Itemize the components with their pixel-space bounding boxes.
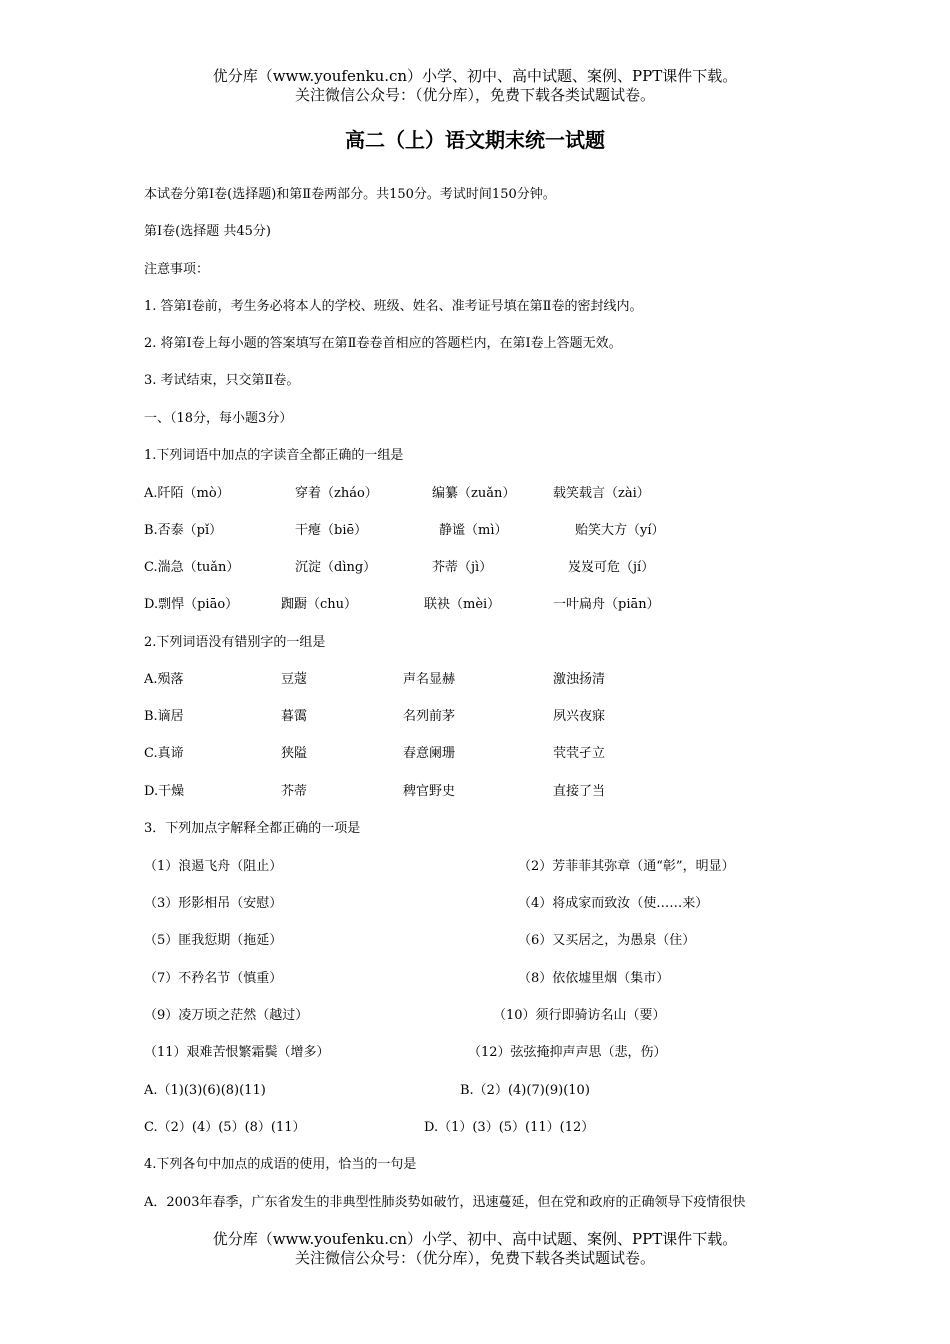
q2-option-cell: 狭隘 bbox=[281, 746, 308, 761]
q1-option-cell: A.阡陌（mò） bbox=[144, 486, 230, 501]
q3-item: （12）弦弦掩抑声声思（悲，伤） bbox=[468, 1045, 667, 1060]
q3-item: （10）须行即骑访名山（要） bbox=[493, 1008, 666, 1023]
q1-option-cell: 沉淀（dìng） bbox=[295, 560, 377, 575]
footer-line-1: 优分库（www.youfenku.cn）小学、初中、高中试题、案例、PPT课件下载。 bbox=[212, 1230, 738, 1248]
q3-answer-option: A.（1)(3)(6)(8)(11) bbox=[144, 1083, 266, 1098]
footer-line-2: 关注微信公众号：（优分库），免费下载各类试题试卷。 bbox=[294, 1249, 655, 1267]
q3-item: （2）芳菲菲其弥章（通“彰”，明显） bbox=[518, 859, 735, 874]
q2-option-cell: 茕茕孑立 bbox=[553, 746, 606, 761]
q1-option-cell: 岌岌可危（jí） bbox=[568, 560, 655, 575]
q2-option-cell: 豆蔻 bbox=[281, 672, 308, 687]
q3-item: （1）浪遏飞舟（阻止） bbox=[144, 859, 283, 874]
q1-option-cell: 芥蒂（jì） bbox=[432, 560, 493, 575]
q2-option-cell: 夙兴夜寐 bbox=[553, 709, 606, 724]
q2-option-cell: 名列前茅 bbox=[403, 709, 456, 724]
q2-option-cell: 稗官野史 bbox=[403, 784, 456, 799]
section1-heading: 一、（18分，每小题3分） bbox=[144, 411, 293, 426]
q3-answer-option: C.（2）(4）(5）(8）(11） bbox=[144, 1120, 306, 1135]
q2-option-cell: 暮霭 bbox=[281, 709, 308, 724]
page-title: 高二（上）语文期末统一试题 bbox=[345, 128, 605, 152]
q1-option-cell: 载笑载言（zài） bbox=[553, 486, 650, 501]
notice-item: 2. 将第Ⅰ卷上每小题的答案填写在第Ⅱ卷卷首相应的答题栏内，在第Ⅰ卷上答题无效。 bbox=[144, 336, 622, 351]
q1-option-cell: 踟蹰（chu） bbox=[281, 597, 358, 612]
header-line-2: 关注微信公众号：（优分库），免费下载各类试题试卷。 bbox=[294, 86, 655, 104]
q1-option-cell: C.湍急（tuǎn） bbox=[144, 560, 240, 575]
q3-item: （7）不矜名节（慎重） bbox=[144, 971, 283, 986]
q2-option-cell: C.真谛 bbox=[144, 746, 184, 761]
q3-item: （5）匪我愆期（拖延） bbox=[144, 933, 283, 948]
q1-option-cell: D.剽悍（piāo） bbox=[144, 597, 239, 612]
q3-item: （6）又买居之，为愚泉（住） bbox=[518, 933, 696, 948]
q2-option-cell: 声名显赫 bbox=[403, 672, 456, 687]
q2-option-cell: 芥蒂 bbox=[281, 784, 308, 799]
q2-option-cell: A.殒落 bbox=[144, 672, 184, 687]
q2-option-cell: D.干燥 bbox=[144, 784, 185, 799]
q1-option-cell: B.否泰（pǐ） bbox=[144, 523, 223, 538]
q3-answer-option: D.（1）(3）(5）(11）(12） bbox=[424, 1120, 595, 1135]
notice-item: 3. 考试结束，只交第Ⅱ卷。 bbox=[144, 373, 300, 388]
q1-option-cell: 编纂（zuǎn） bbox=[432, 486, 516, 501]
q1-option-cell: 干瘪（biē） bbox=[295, 523, 368, 538]
q3-answer-option: B.（2）(4)(7)(9)(10) bbox=[460, 1083, 590, 1098]
notice-label: 注意事项： bbox=[144, 262, 210, 277]
q4-option-a: A．2003年春季，广东省发生的非典型性肺炎势如破竹，迅速蔓延，但在党和政府的正确领导下疫情很快 bbox=[144, 1195, 746, 1210]
q2-stem: 2.下列词语没有错别字的一组是 bbox=[144, 635, 326, 650]
q1-option-cell: 一叶扁舟（piān） bbox=[553, 597, 660, 612]
q2-option-cell: 直接了当 bbox=[553, 784, 606, 799]
intro-text: 本试卷分第Ⅰ卷(选择题)和第Ⅱ卷两部分。共150分。考试时间150分钟。 bbox=[144, 187, 556, 202]
q2-option-cell: 春意阑珊 bbox=[403, 746, 456, 761]
q2-option-cell: B.谪居 bbox=[144, 709, 184, 724]
q3-item: （8）依依墟里烟（集市） bbox=[518, 971, 670, 986]
q3-stem: 3．下列加点字解释全都正确的一项是 bbox=[144, 821, 361, 836]
q1-stem: 1.下列词语中加点的字读音全都正确的一组是 bbox=[144, 448, 404, 463]
part1-heading: 第Ⅰ卷(选择题 共45分) bbox=[144, 224, 271, 239]
q3-item: （4）将成家而致汝（使……来） bbox=[518, 896, 709, 911]
q1-option-cell: 静谧（mì） bbox=[439, 523, 508, 538]
q3-item: （11）艰难苦恨繁霜鬓（增多） bbox=[144, 1045, 330, 1060]
q1-option-cell: 穿着（zháo） bbox=[295, 486, 378, 501]
q3-item: （3）形影相吊（安慰） bbox=[144, 896, 283, 911]
q1-option-cell: 贻笑大方（yí） bbox=[575, 523, 665, 538]
q3-item: （9）凌万顷之茫然（越过） bbox=[144, 1008, 309, 1023]
header-line-1: 优分库（www.youfenku.cn）小学、初中、高中试题、案例、PPT课件下载。 bbox=[212, 67, 738, 85]
q4-stem: 4.下列各句中加点的成语的使用，恰当的一句是 bbox=[144, 1157, 417, 1172]
q1-option-cell: 联袂（mèi） bbox=[424, 597, 501, 612]
q2-option-cell: 激浊扬清 bbox=[553, 672, 606, 687]
notice-item: 1. 答第Ⅰ卷前，考生务必将本人的学校、班级、姓名、准考证号填在第Ⅱ卷的密封线内。 bbox=[144, 299, 643, 314]
